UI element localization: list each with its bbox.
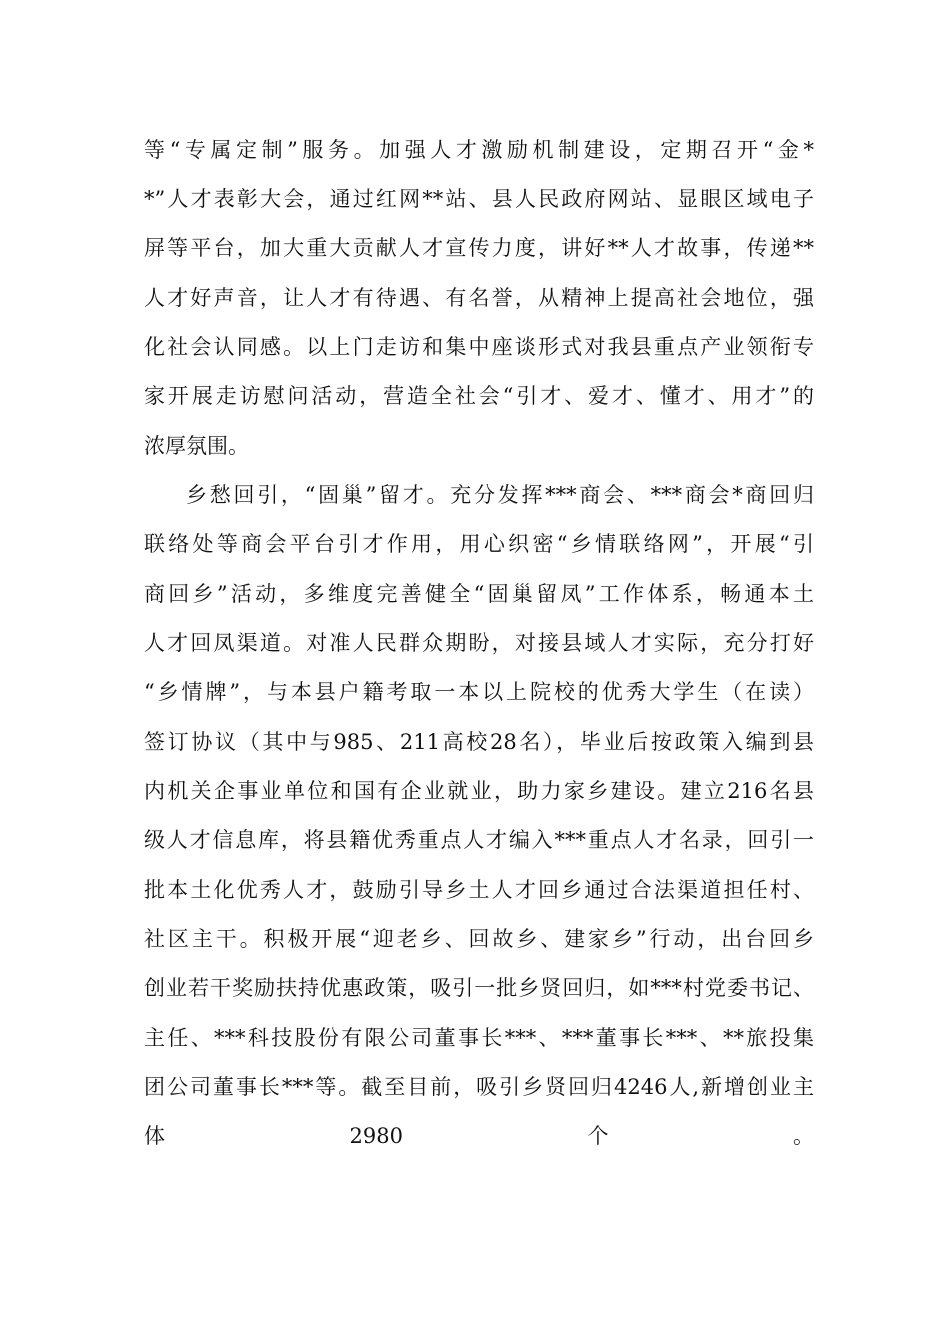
paragraph-1-line-7: 浓厚氛围。 [144,434,249,458]
paragraph-2-line-9: 批本土化优秀人才，鼓励引导乡土人才回乡通过合法渠道担任村、 [144,878,814,902]
paragraph-2-line-10: 社区主干。积极开展“迎老乡、回故乡、建家乡”行动，出台回乡 [144,927,814,951]
paragraph-2-line-13: 团公司董事长***等。截至目前，吸引乡贤回归4246人,新增创业主 [144,1075,814,1099]
paragraph-2-line-2: 联络处等商会平台引才作用，用心织密“乡情联络网”，开展“引 [144,532,814,556]
paragraph-1-line-5: 化社会认同感。以上门走访和集中座谈形式对我县重点产业领衔专 [144,335,814,359]
paragraph-1-line-6: 家开展走访慰问活动，营造全社会“引才、爱才、懂才、用才”的 [144,384,814,408]
paragraph-2-line-12: 主任、***科技股份有限公司董事长***、***董事长***、**旅投集 [144,1026,814,1050]
paragraph-2-line-11: 创业若干奖励扶持优惠政策，吸引一批乡贤回归，如***村党委书记、 [144,976,814,1000]
paragraph-2-line-15 [144,1166,814,1206]
paragraph-2-line-5: “乡情牌”，与本县户籍考取一本以上院校的优秀大学生（在读） [144,680,814,704]
paragraph-1-line-1: 等“专属定制”服务。加强人才激励机制建设，定期召开“金* [144,138,814,162]
paragraph-1-line-4: 人才好声音，让人才有待遇、有名誉，从精神上提高社会地位，强 [144,286,814,310]
paragraph-2-line-4: 人才回凤渠道。对准人民群众期盼，对接县域人才实际，充分打好 [144,631,814,655]
paragraph-2-line-3: 商回乡”活动，多维度完善健全“固巢留凤”工作体系，畅通本土 [144,582,814,606]
paragraph-1-line-2: *”人才表彰大会，通过红网**站、县人民政府网站、显眼区域电子 [144,187,814,211]
paragraph-2-line-6: 签订协议（其中与985、211高校28名），毕业后按政策入编到县 [144,730,814,754]
paragraph-2-line-8: 级人才信息库，将县籍优秀重点人才编入***重点人才名录，回引一 [144,828,814,852]
paragraph-2-line-14: 体2980个。 [144,1124,814,1148]
paragraph-1-line-3: 屏等平台，加大重大贡献人才宣传力度，讲好**人才故事，传递** [144,236,814,260]
paragraph-2-line-7: 内机关企事业单位和国有企业就业，助力家乡建设。建立216名县 [144,779,814,803]
paragraph-2-line-1: 乡愁回引，“固巢”留才。充分发挥***商会、***商会*商回归 [186,483,814,507]
